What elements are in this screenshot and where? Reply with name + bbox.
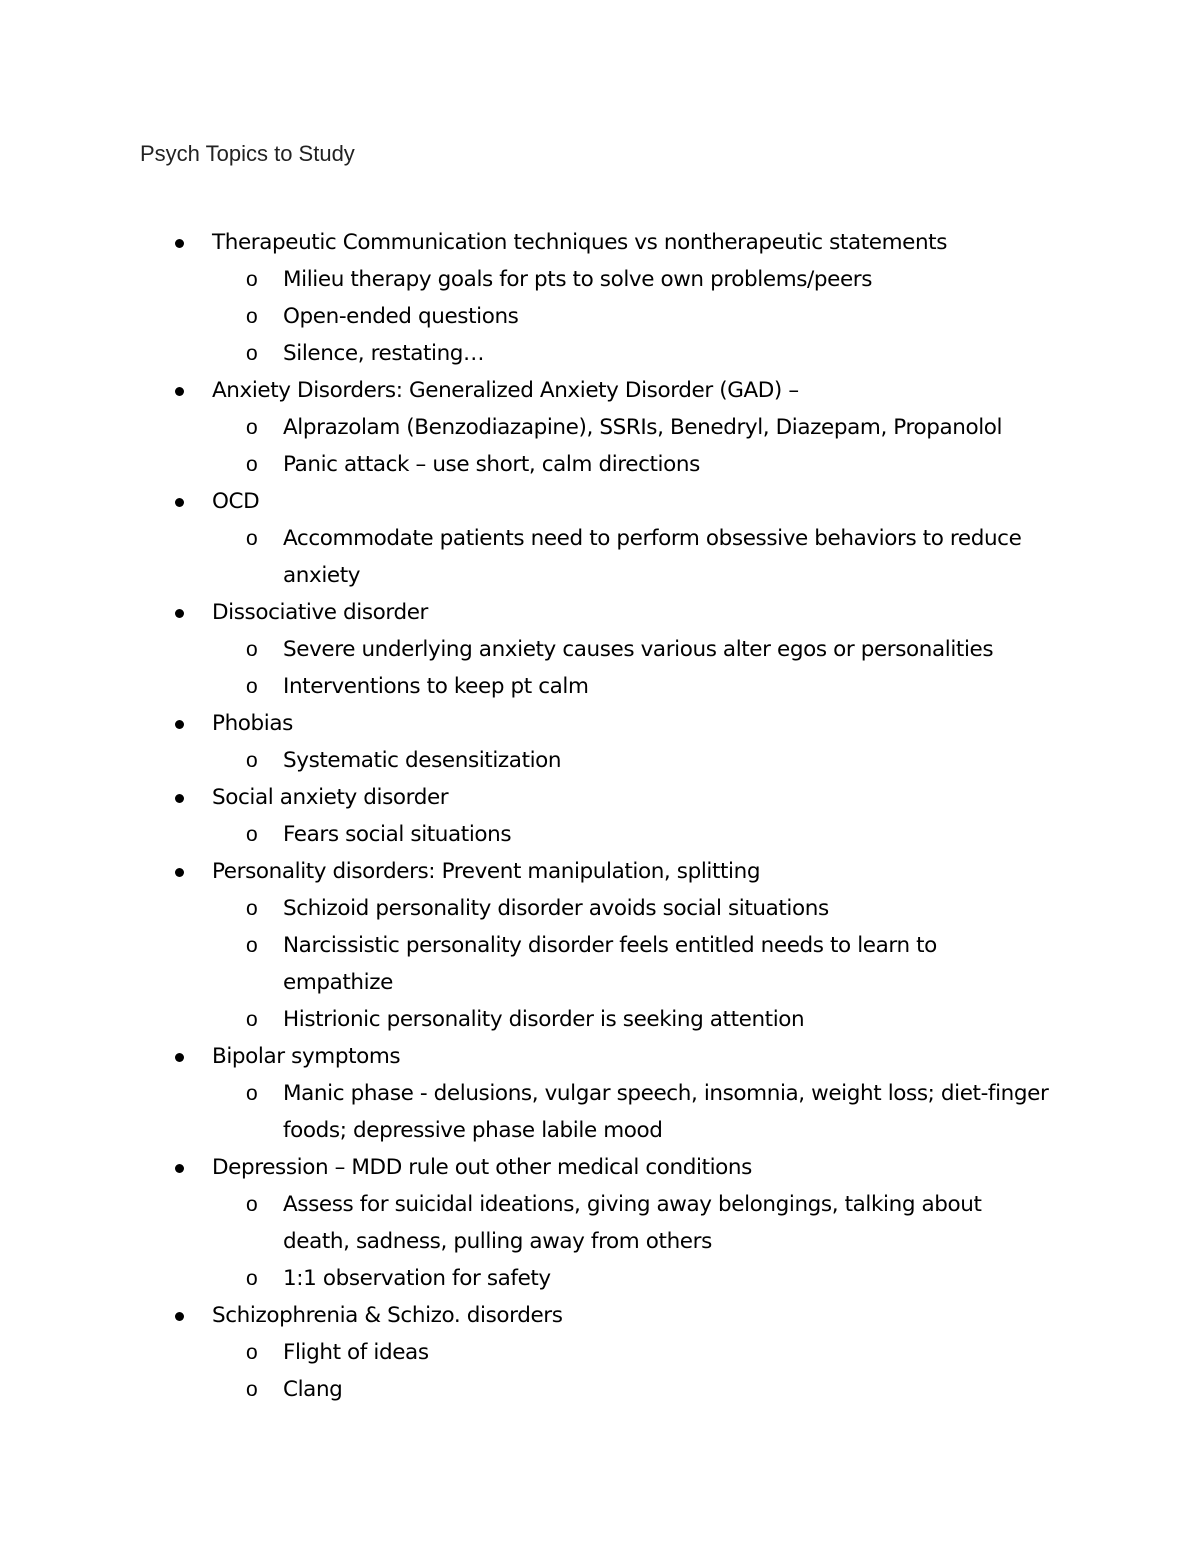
hollow-bullet-icon: o <box>246 749 258 772</box>
subtopic-text: Systematic desensitization <box>283 748 562 773</box>
topic-item <box>0 224 1200 372</box>
subtopic-item <box>0 742 1200 779</box>
hollow-bullet-icon: o <box>246 934 258 957</box>
hollow-bullet-icon: o <box>246 416 258 439</box>
topic-text: Schizophrenia & Schizo. disorders <box>212 1303 563 1328</box>
bullet-dot-icon <box>175 239 184 248</box>
bullet-dot-icon <box>175 1053 184 1062</box>
topic-text: OCD <box>212 489 260 514</box>
subtopic-item <box>0 631 1200 668</box>
subtopic-text: Fears social situations <box>283 822 512 847</box>
topic-item <box>0 372 1200 483</box>
subtopic-text: Schizoid personality disorder avoids social situations <box>283 896 829 921</box>
hollow-bullet-icon: o <box>246 527 258 550</box>
hollow-bullet-icon: o <box>246 823 258 846</box>
subtopic-text: Accommodate patients need to perform obsessive behaviors to reduce anxiety <box>283 526 1022 588</box>
subtopic-item <box>0 335 1200 372</box>
hollow-bullet-icon: o <box>246 1267 258 1290</box>
bullet-dot-icon <box>175 868 184 877</box>
hollow-bullet-icon: o <box>246 453 258 476</box>
bullet-dot-icon <box>175 794 184 803</box>
subtopic-item <box>0 520 1200 594</box>
subtopic-item <box>0 1334 1200 1371</box>
topic-item <box>0 1297 1200 1408</box>
subtopic-text: Histrionic personality disorder is seeking attention <box>283 1007 805 1032</box>
bullet-dot-icon <box>175 498 184 507</box>
subtopic-list <box>212 890 1200 1038</box>
subtopic-list <box>212 1334 1200 1408</box>
hollow-bullet-icon: o <box>246 342 258 365</box>
topic-item <box>0 779 1200 853</box>
topic-text: Personality disorders: Prevent manipulation, splitting <box>212 859 761 884</box>
subtopic-item <box>0 668 1200 705</box>
subtopic-list <box>212 816 1200 853</box>
topic-text: Depression – MDD rule out other medical conditions <box>212 1155 752 1180</box>
topic-item <box>0 483 1200 594</box>
topic-item <box>0 594 1200 705</box>
hollow-bullet-icon: o <box>246 1008 258 1031</box>
subtopic-item <box>0 927 1200 1001</box>
subtopic-item <box>0 1001 1200 1038</box>
subtopic-item <box>0 446 1200 483</box>
subtopic-text: Flight of ideas <box>283 1340 429 1365</box>
hollow-bullet-icon: o <box>246 1341 258 1364</box>
subtopic-text: Manic phase - delusions, vulgar speech, insomnia, weight loss; diet-finger foods; depressive phase labile mood <box>283 1081 1049 1143</box>
hollow-bullet-icon: o <box>246 1193 258 1216</box>
subtopic-text: Severe underlying anxiety causes various alter egos or personalities <box>283 637 994 662</box>
topic-text: Therapeutic Communication techniques vs nontherapeutic statements <box>212 230 948 255</box>
subtopic-item <box>0 890 1200 927</box>
subtopic-item <box>0 261 1200 298</box>
subtopic-item <box>0 816 1200 853</box>
topic-text: Phobias <box>212 711 293 736</box>
topic-item <box>0 1149 1200 1297</box>
subtopic-text: 1:1 observation for safety <box>283 1266 551 1291</box>
page-title: Psych Topics to Study <box>140 141 355 166</box>
subtopic-text: Alprazolam (Benzodiazapine), SSRIs, Benedryl, Diazepam, Propanolol <box>283 415 1003 440</box>
bullet-dot-icon <box>175 609 184 618</box>
hollow-bullet-icon: o <box>246 675 258 698</box>
subtopic-item <box>0 409 1200 446</box>
topic-item <box>0 1038 1200 1149</box>
subtopic-list <box>212 261 1200 372</box>
bullet-dot-icon <box>175 1164 184 1173</box>
topic-text: Anxiety Disorders: Generalized Anxiety Disorder (GAD) – <box>212 378 799 403</box>
subtopic-text: Narcissistic personality disorder feels entitled needs to learn to empathize <box>283 933 937 995</box>
topic-text: Dissociative disorder <box>212 600 428 625</box>
subtopic-text: Silence, restating… <box>283 341 485 366</box>
subtopic-item <box>0 1260 1200 1297</box>
hollow-bullet-icon: o <box>246 897 258 920</box>
subtopic-text: Interventions to keep pt calm <box>283 674 589 699</box>
subtopic-list <box>212 631 1200 705</box>
subtopic-text: Assess for suicidal ideations, giving away belongings, talking about death, sadness, pulling away from others <box>283 1192 982 1254</box>
subtopic-item <box>0 1075 1200 1149</box>
topic-item <box>0 705 1200 779</box>
hollow-bullet-icon: o <box>246 305 258 328</box>
hollow-bullet-icon: o <box>246 268 258 291</box>
hollow-bullet-icon: o <box>246 638 258 661</box>
subtopic-list <box>212 409 1200 483</box>
subtopic-text: Open-ended questions <box>283 304 519 329</box>
bullet-dot-icon <box>175 1312 184 1321</box>
subtopic-item <box>0 1186 1200 1260</box>
topic-text: Social anxiety disorder <box>212 785 449 810</box>
subtopic-item <box>0 298 1200 335</box>
subtopic-list <box>212 1186 1200 1297</box>
topic-item <box>0 853 1200 1038</box>
subtopic-text: Clang <box>283 1377 343 1402</box>
subtopic-list <box>212 1075 1200 1149</box>
topic-text: Bipolar symptoms <box>212 1044 401 1069</box>
subtopic-item <box>0 1371 1200 1408</box>
bullet-dot-icon <box>175 720 184 729</box>
hollow-bullet-icon: o <box>246 1378 258 1401</box>
bullet-dot-icon <box>175 387 184 396</box>
subtopic-text: Milieu therapy goals for pts to solve own problems/peers <box>283 267 873 292</box>
subtopic-list <box>212 742 1200 779</box>
subtopic-list <box>212 520 1200 594</box>
topic-list <box>0 224 1200 1408</box>
hollow-bullet-icon: o <box>246 1082 258 1105</box>
subtopic-text: Panic attack – use short, calm directions <box>283 452 700 477</box>
